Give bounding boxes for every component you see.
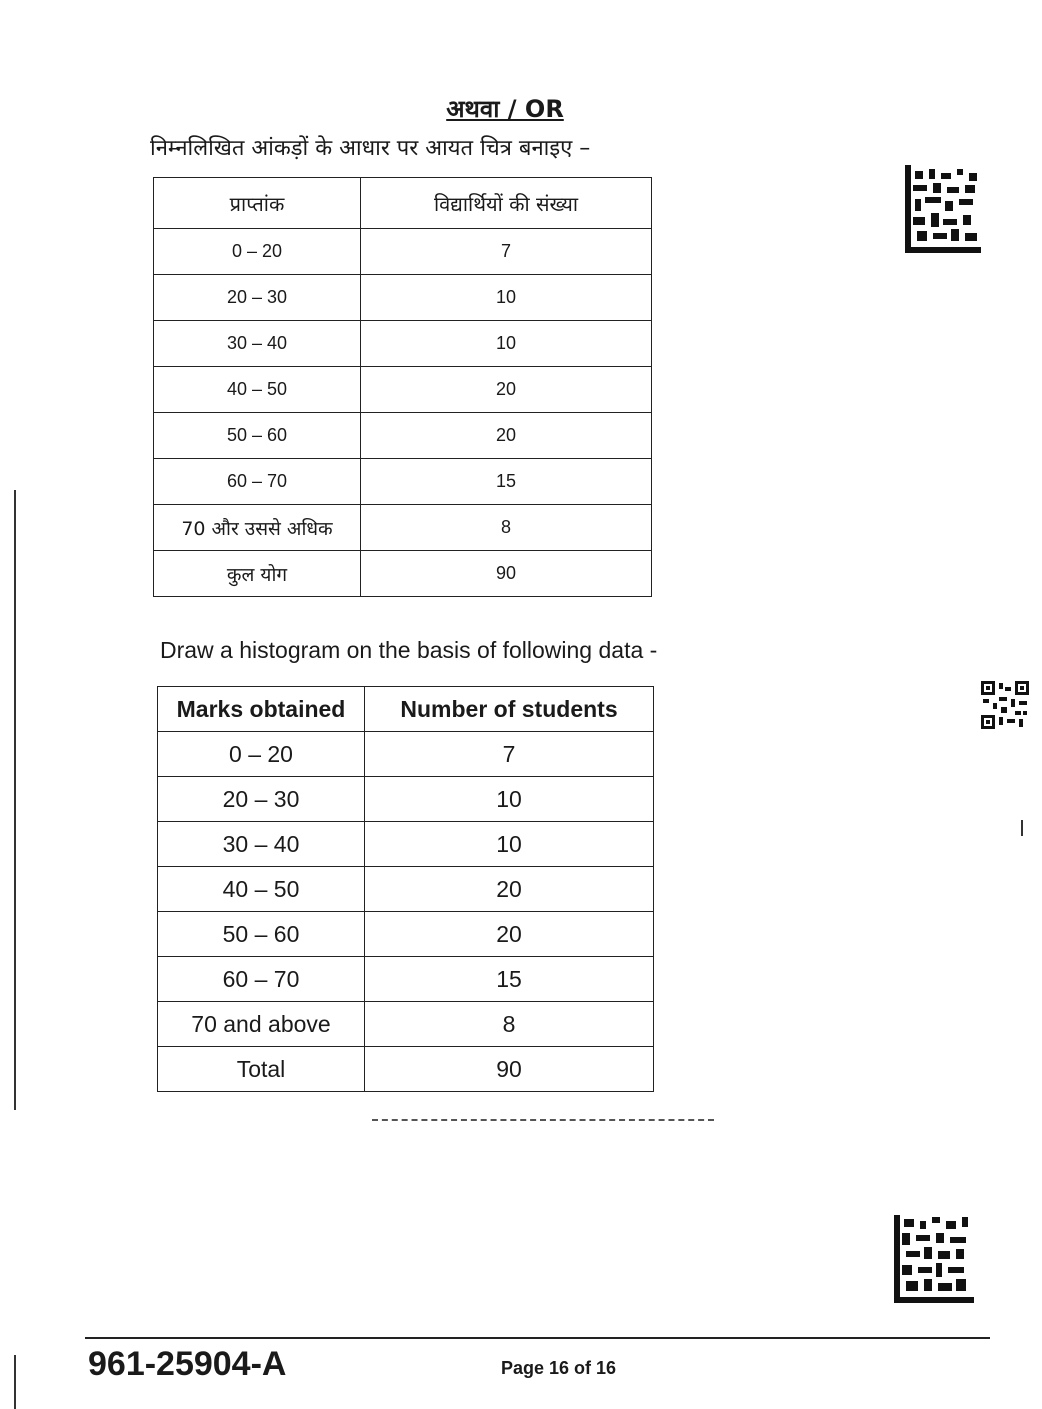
marks-cell: 60 – 70 [154,459,361,505]
datamatrix-code-top [905,165,981,253]
marks-cell: 40 – 50 [158,867,365,912]
table-row [154,459,652,505]
table-row [158,912,654,957]
english-data-table [157,686,654,1092]
count-cell: 15 [361,459,652,505]
marks-cell: 0 – 20 [158,732,365,777]
table-row [158,732,654,777]
count-cell: 20 [361,367,652,413]
count-cell: 15 [365,957,654,1002]
marks-cell: 50 – 60 [158,912,365,957]
or-heading: अथवा / OR [446,95,564,123]
count-cell: 10 [365,822,654,867]
count-cell: 10 [361,321,652,367]
header-number-of-students: Number of students [365,687,654,732]
table-total-row [154,551,652,597]
count-cell: 8 [365,1002,654,1047]
table-header-row [158,687,654,732]
total-label-cell: कुल योग [154,551,361,597]
marks-cell: 40 – 50 [154,367,361,413]
datamatrix-code-bottom [894,1215,974,1303]
total-value-cell: 90 [361,551,652,597]
count-cell: 20 [361,413,652,459]
marks-cell: 20 – 30 [158,777,365,822]
page-number: Page 16 of 16 [501,1358,617,1378]
count-cell: 10 [365,777,654,822]
qr-code [981,681,1029,729]
table-row [154,229,652,275]
table-header-row [154,178,652,229]
footer-rule [85,1337,990,1339]
count-cell: 7 [361,229,652,275]
marks-cell: 70 और उससे अधिक [154,505,361,551]
table-row [158,822,654,867]
marks-cell: 0 – 20 [154,229,361,275]
scan-margin-line [14,490,16,1110]
table-row [158,1002,654,1047]
english-instruction: Draw a histogram on the basis of following data - [160,637,658,663]
marks-cell: 70 and above [158,1002,365,1047]
count-cell: 7 [365,732,654,777]
table-row [158,777,654,822]
header-marks-obtained: Marks obtained [158,687,365,732]
table-row [158,867,654,912]
hindi-instruction: निम्नलिखित आंकड़ों के आधार पर आयत चित्र बनाइए – [150,136,591,161]
table-row [158,957,654,1002]
table-row [154,275,652,321]
marks-cell: 50 – 60 [154,413,361,459]
scan-margin-line [14,1355,16,1409]
hindi-data-table [153,177,652,597]
count-cell: 10 [361,275,652,321]
count-cell: 20 [365,912,654,957]
marks-cell: 20 – 30 [154,275,361,321]
table-row [154,321,652,367]
table-row [154,505,652,551]
total-label-cell: Total [158,1047,365,1092]
marks-cell: 60 – 70 [158,957,365,1002]
marks-cell: 30 – 40 [154,321,361,367]
paper-code: 961-25904-A [88,1345,287,1383]
table-row [154,413,652,459]
end-dashed-divider [372,1119,714,1121]
header-students: विद्यार्थियों की संख्या [361,178,652,229]
total-value-cell: 90 [365,1047,654,1092]
table-total-row [158,1047,654,1092]
header-marks: प्राप्तांक [154,178,361,229]
marks-cell: 30 – 40 [158,822,365,867]
scan-mark [1021,820,1023,836]
count-cell: 20 [365,867,654,912]
table-row [154,367,652,413]
count-cell: 8 [361,505,652,551]
